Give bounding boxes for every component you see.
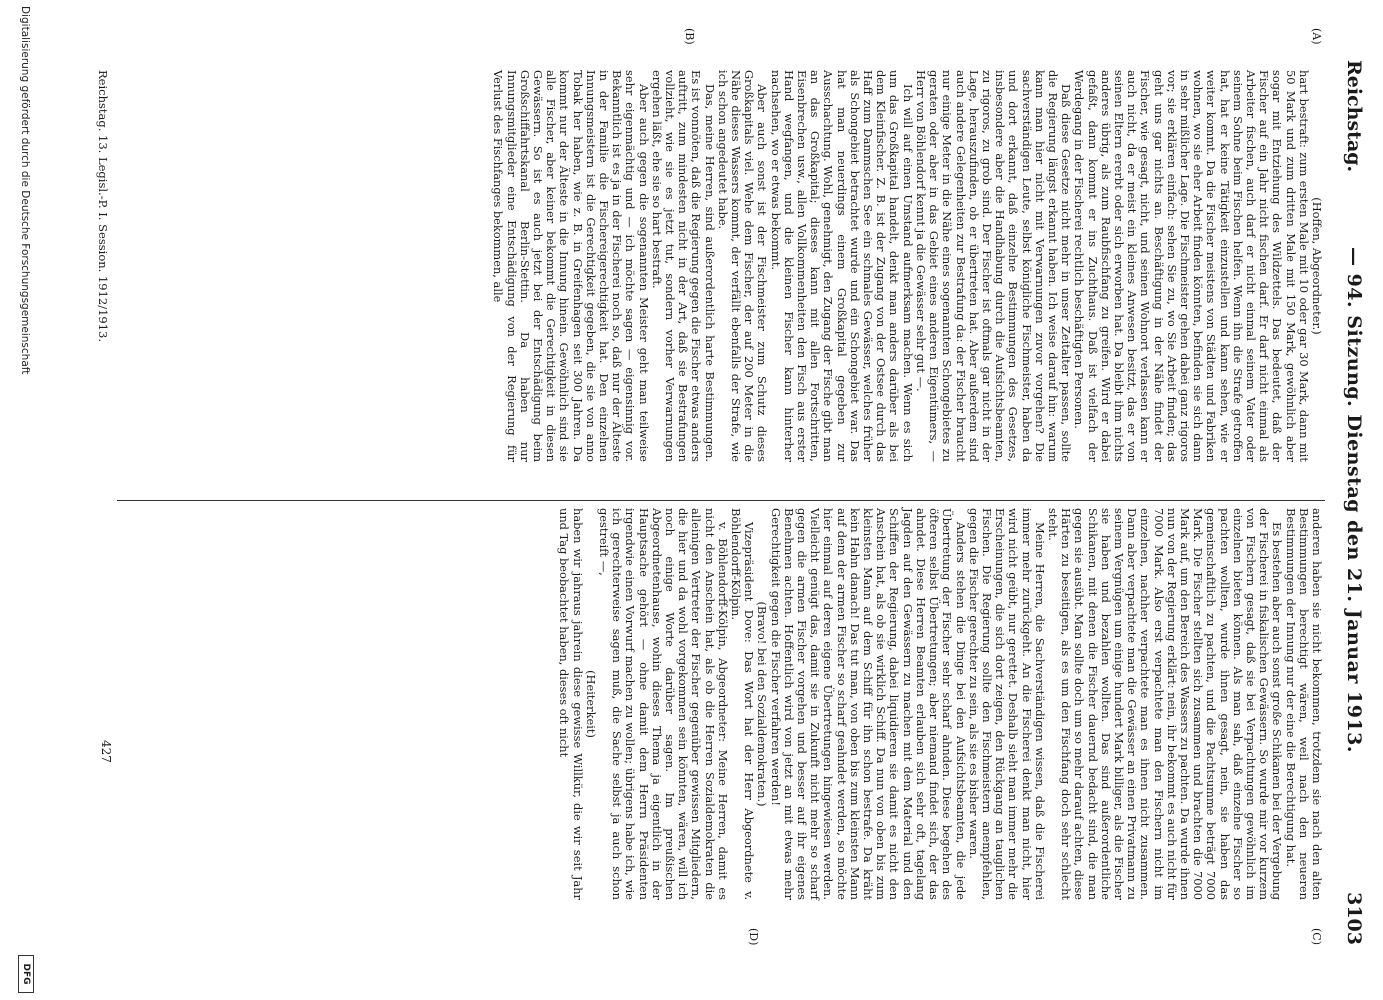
digitization-credit: Digitalisierung gefördert durch die Deutsche Forschungsgemeinschaft: [19, 6, 31, 375]
laughter-note: (Heiterkeit): [583, 670, 598, 738]
margin-marker-c: (C): [1310, 928, 1323, 945]
right-paragraph: anderen haben sie nicht bekommen, trotzdem sie nach den alten Bestimmungen berechtigt wären, weil nach den neueren Bestimmungen der Innung nur der eine die Berechtigung hat.: [1283, 508, 1324, 900]
header-page-number: 3103: [1343, 892, 1365, 945]
column-divider: [117, 500, 1325, 501]
right-paragraph: Anders stehen die Dinge bei den Aufsichtsbeamten, die jede Übertretung der Fischer sehr scharf ahnden. Diese begehen des öfteren selbst Übertretungen; aber niemand findet sich, der das ahndet. Diese Herren Beamten erlauben sich sehr oft, tagelang Jagden auf den Gewässern zu machen mit dem Material und den Schiffen der Regierung, dabei liquidieren sie damit es nicht den Anschein hat, als ob sie wirklich Schiff. Da nun von oben bis zum kleinsten Mann auf dem Schiff für ihn schon bestrafe. Da kräht kein Hahn danach! Das tut man, von oben bis zum kleinsten Mann auf dem der armen Fischer so scharf geahndet werden, so möchte hier einmal auf deren eigene Übertretungen hingewiesen werden. Vielleicht genügt das, damit sie in Zukunft nicht mehr so scharf gegen die armen Fischer vorgehen und besser auf ihr eigenes Benehmen achten. Hoffentlich wird von jetzt an mit etwas mehr Gerechtigkeit gegen die Fischer verfahren werden!: [768, 508, 968, 900]
margin-marker-d: (D): [747, 928, 760, 946]
left-paragraph: Daß diese Gesetze nicht mehr in unser Zeitalter passen, sollte die Regierung längst erkannt haben. Ich weise darauf hin: warum kann man hier nicht mit Verwarnungen zuvor vorgehen? Die sachverständigen Leute, selbst königliche Fischmeister, haben da und dort erkannt, daß einzelne Bestimmungen des Gesetzes, insbesondere aber die Handhabung durch die Aufsichtsbeamten, zu rigoros, zu grob sind. Der Fischer ist oftmals gar nicht in der Lage, herauszufinden, ob er übertreten hat. Aber außerdem sind auch andere Gelegenheiten zur Bestrafung da: der Fischer braucht nur einige Meter in die Nähe eines sogenannten Schongebietes zu geraten oder aber in das Gebiet eines anderen Eigentümers, — Herr von Böhlendorf kennt ja die Gewässer sehr gut —.: [913, 70, 1074, 462]
left-paragraph: hart bestraft: zum ersten Male mit 10 oder gar 30 Mark, dann mit 50 Mark und zum dritten Male mit 150 Mark, gewöhnlich aber sogar mit Entziehung des Wildzettels. Das bedeutet, daß der Fischer auf ein Jahr nicht fischen darf. Er darf nicht einmal als Arbeiter fischen, auch darf er nicht einmal seinem Vater oder seinem Sohne beim Fischen helfen. Wenn ihn die Strafe getroffen hat, hat er keine Tätigkeit einzustellen und kann sehen, wie er weiter kommt. Da die Fischer meistens von Städten und Fabriken wohnen, wo sie eher Arbeit finden könnten, befinden sie sich dann in sehr mißlicher Lage. Die Fischmeister gehen dabei ganz rigoros vor; sie erklären einfach: sehen Sie zu, wo Sie Arbeit finden; das geht uns gar nichts an. Beschäftigung in der Nähe findet der Fischer, wie gesagt, nicht, und seinen Wohnort verlassen kann er auch nicht, da er meist ein kleines Anwesen besitzt, das er von seinen Eltern ererbt oder sich erworben hat. Da bleibt ihm nichts anderes übrig, als zum Raubfischfang zu greifen. Wird er dabei gefaßt, dann kommt er ins Zuchthaus. Daß ist vielfach der Werdegang in der Fischerei rechtlich beschäftigten Personen.: [1072, 70, 1311, 462]
margin-marker-a: (A): [1310, 28, 1323, 45]
right-paragraph: Meine Herren, die Sachverständigen wissen, daß die Fischerei immer mehr zurückgeht. An die Fischerei denkt man nicht, hier wird nicht geübt, nur gerettet. Deshalb sieht man immer mehr die Erscheinungen, die sich dort zeigen, den Rückgang an tauglichen Fischen. Die Regierung sollte den Fischmeistern anempfehlen, gegen die Fischer gerechter zu sein, als sie es bisher waren.: [966, 508, 1047, 900]
page-number: 427: [99, 740, 113, 763]
left-paragraph: Das, meine Herren, sind außerordentlich harte Bestimmungen. Es ist vonnöten, daß die Regierung gegen die Fischer etwas anders auftritt, zum mindesten nicht in der Art, daß sie Bestrafungen vollzieht, wie sie es jetzt tut, sondern vorher Verwarnungen ergehen läßt, ehe sie so hart bestraft.: [649, 70, 717, 462]
speaker-note: (Hoffen, Abgeordneter.): [1310, 197, 1324, 335]
dfg-logo: DFG: [18, 955, 34, 993]
margin-marker-b: (B): [683, 28, 696, 45]
final-paragraph: haben wir jahraus jahrein diese gewisse Willkür, die wir seit Jahr und Tag beobachtet haben, dieses oft nicht: [557, 508, 585, 900]
right-paragraph: Es bestehen aber auch sonst große Schikanen bei der Vergebung der Fischerei in fiskalischen Gewässern. So wurde mir vor kurzem von Fischern gesagt, daß sie bei Verpachtungen gewöhnlich im einzelnen bieten können. Als man sah, daß einzelne Fischer so pachten wollten, wurde ihnen gesagt, nein, sie haben das gemeinschaftlich zu pachten, und die Pachtsumme beträgt 7000 Mark. Die Fischer stellten sich zusammen und brachten die 7000 Mark auf, um den Bereich des Wassers zu pachten. Da wurde ihnen nun von der Regierung erklärt: nein, ihr bekommt es auch nicht für 7000 Mark. Also erst verpachtete man den Fischern nicht im einzelnen, nachher verpachtete man es ihnen nicht zusammen. Dann aber verpachtete man die Gewässer an einen Privatmann zu seinem Vergnügen um einige hundert Mark billiger, als die Fischer sie haben und bezahlen wollten. Das sind außerordentliche Schikanen, mit denen die Fischer dauernd bedacht sind, die man gegen sie ausübt. Man sollte doch um so mehr darauf achten, diese Härten zu beseitigen, als es um den Fischfang doch sehr schlecht steht.: [1045, 508, 1285, 900]
applause-note: (Bravo! bei den Sozialdemokraten.): [755, 601, 770, 807]
speaker-paragraph: v. Böhlendorff-Kölpin, Abgeordneter: Meine Herren, damit es nicht den Anschein hat, als ob die Herren Sozialdemokraten die alleinigen Vertreter der Fischer gegenüber gewissen Mitgliedern, die hier und da wohl vorgekommen sein könnten, wären, will ich noch einige Worte darüber sagen. Im preußischen Abgeordnetenhause, wohin dieses Thema ja eigentlich in der Hauptsache gehört — ohne damit dem Herrn Präsidenten irgendwie einen Vorwurf machen zu wollen; übrigens habe ich, wie ich gerechterweise sagen muß, die Sache selbst ja auch schon gestreift —,: [597, 508, 730, 900]
left-paragraph: Aber auch gegen die sogenannten Meister geht man teilweise sehr eigenmächtig und — ich möchte sagen — eigensinnig vor. Bekanntlich ist es ja in der Fischerei noch so, daß nur der Älteste in der Familie die Fischereigerechtigkeit hat. Den einzelnen Innungsmeistern ist die Gerechtigkeit gegeben, die sie von anno Tobak her haben, wie z. B. in Greifenhagen seit 300 Jahren. Da kommt nur der Älteste in die Innung hinein. Gewöhnlich sind sie alle Fischer, aber keiner bekommt die Gerechtigkeit in diesen Gewässern. So ist es auch jetzt bei der Entschädigung beim Großschiffahrtskanal Berlin-Stettin. Da haben nur Innungsmitglieder eine Entschädigung von der Regierung für Verlust des Fischfanges bekommen, alle: [491, 70, 651, 462]
header-center: — 94. Sitzung. Dienstag den 21. Januar 1913.: [1343, 246, 1365, 754]
left-paragraph: Ich will auf einen Umstand aufmerksam machen. Wenn es sich um das Großkapital handelt, denkt man anders darüber als bei dem Kleinfischer. Z. B. ist der Zugang von der Ostsee durch das Haff zum Dammschen See ein schmales Gewässer, welches früher als Schongebiet betrachtet wurde und ein Schongebiet war. Das hat man neuerdings einem Großkapital gegeben zur Ausschachtung. Wohl, genehmigt, den Zugang der Fische gibt man an das Großkapital; dieses kann mit allen Fortschritten, Eisenbrechen usw., allen Vollkommenheiten den Fisch aus erster Hand wegfangen, und die kleinen Fischer kann hinterher nachsehen, wo er etwas bekommt.: [768, 70, 915, 462]
header-left: Reichstag.: [1343, 60, 1365, 173]
left-column: [491, 70, 1323, 462]
right-column: [557, 508, 1323, 900]
vicepresident-line: Vizepräsident Dove: Das Wort hat der Herr Abgeordnete v. Böhlendorff-Kölpin.: [729, 508, 757, 900]
footer-citation: Reichstag. 13. Legisl.-P. I. Session. 1912/1913.: [96, 70, 110, 343]
left-paragraph: Aber auch sonst ist der Fischmeister zum Schutz dieses Großkapitals viel. Wehe dem Fischer, der auf 200 Meter in die Nähe dieses Wassers kommt, der verfällt ebenfalls der Strafe, wie ich schon angedeutet habe.: [715, 70, 770, 462]
